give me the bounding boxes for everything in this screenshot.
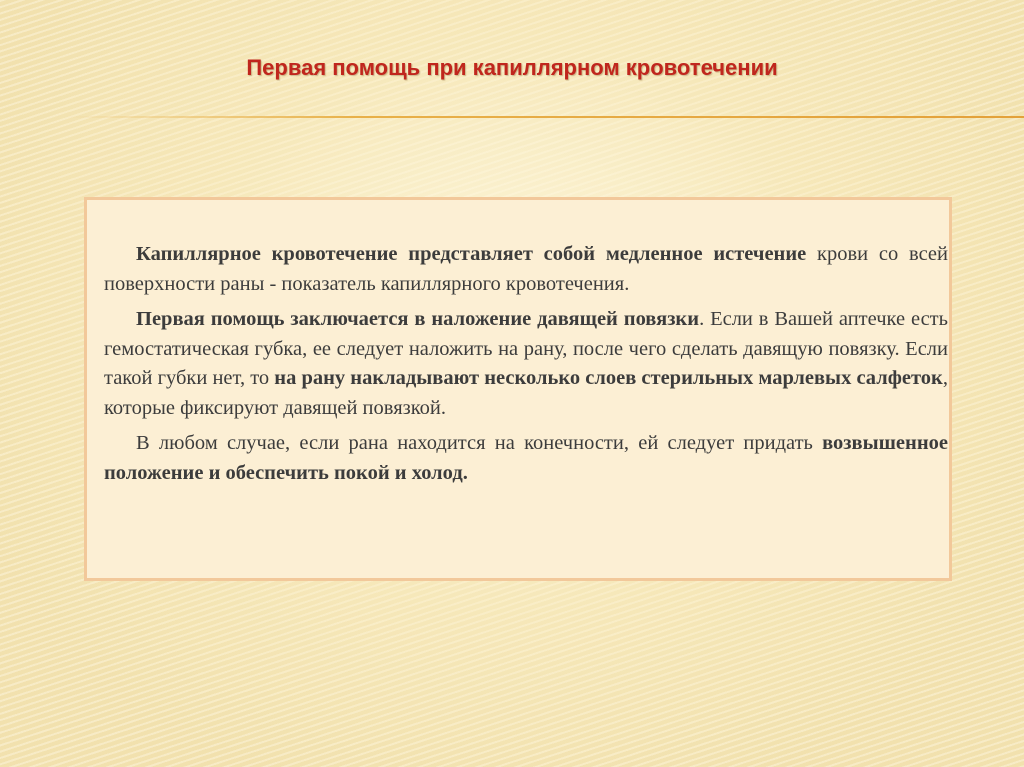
limb-text: В любом случае, если рана находится на конечности, ей следует придать — [136, 432, 823, 454]
slide-title: Первая помощь при капиллярном кровотечении — [246, 55, 778, 80]
limb-bold-tail: возвышенное положение и обеспечить покой и холод. — [104, 432, 948, 484]
paragraph-first-aid — [104, 305, 948, 423]
first-aid-text-1: . Если в Вашей аптечке есть гемостатическая губка, ее следует наложить на рану, после чего сделать давящую повязку. Если такой губки нет, то — [104, 308, 948, 389]
definition-bold-lead: Капиллярное кровотечение представляет собой медленное истечение — [136, 243, 807, 265]
definition-text: крови со всей поверхности раны - показатель капиллярного кровотечения. — [104, 243, 948, 295]
first-aid-bold-mid: на рану накладывают несколько слоев стерильных марлевых салфеток — [274, 367, 943, 389]
title-divider — [68, 116, 1024, 118]
body-text — [104, 240, 948, 494]
first-aid-bold-lead: Первая помощь заключается в наложение давящей повязки — [136, 308, 700, 330]
paragraph-limb — [104, 429, 948, 488]
first-aid-text-2: , которые фиксируют давящей повязкой. — [104, 367, 948, 419]
content-box — [84, 197, 952, 581]
paragraph-definition — [104, 240, 948, 299]
